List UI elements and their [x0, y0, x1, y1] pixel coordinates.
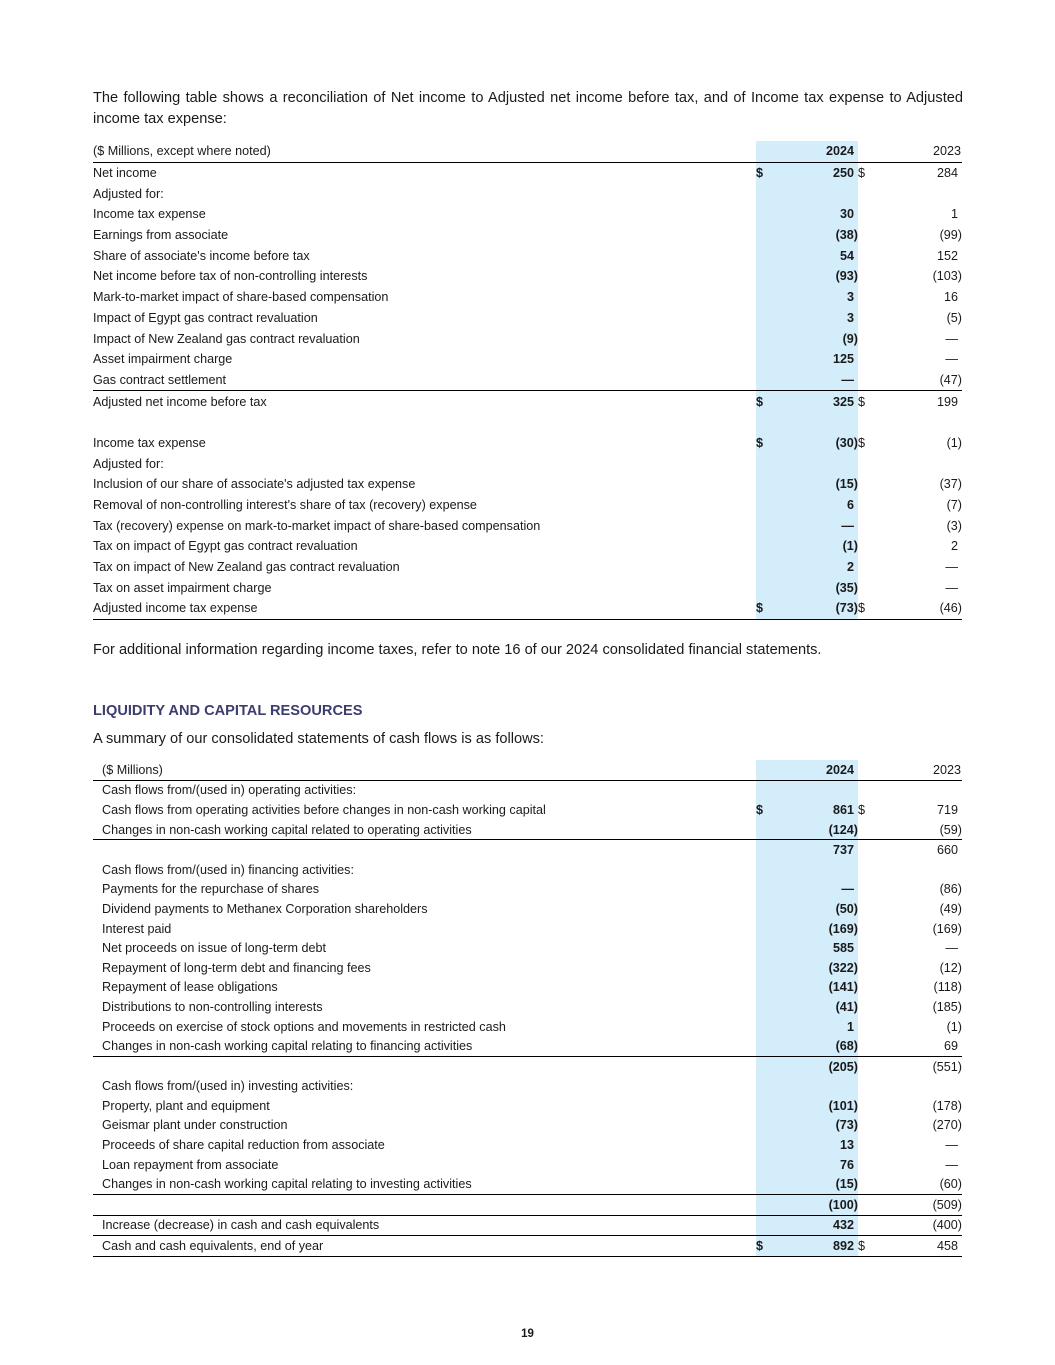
cell-value: —: [945, 580, 958, 595]
value-2024: [784, 577, 858, 598]
cell-value: (124): [828, 822, 858, 837]
cell-value: (3): [946, 518, 962, 533]
cell-value: 1: [950, 207, 958, 222]
currency-2023: $: [858, 394, 866, 409]
table-row: [93, 1135, 962, 1155]
cell-value: 3: [846, 290, 854, 305]
currency-2023: $: [858, 435, 866, 450]
cell-value: (103): [932, 269, 962, 284]
table-row: [93, 919, 962, 939]
row-label: Changes in non-cash working capital relating to financing activities: [93, 1036, 756, 1056]
row-label: Gas contract settlement: [93, 370, 756, 391]
value-2023: [886, 370, 962, 391]
row-label: Net income before tax of non-controlling interests: [93, 269, 368, 284]
row-label: Repayment of lease obligations: [102, 980, 278, 995]
table-row: [93, 1174, 962, 1194]
column-header-2024: 2024: [784, 760, 858, 780]
table-row: [93, 1096, 962, 1116]
table-row: [93, 997, 962, 1017]
cell-value: (1): [842, 539, 858, 554]
cell-value: (73): [835, 601, 858, 616]
cell-value: (30): [835, 435, 858, 450]
value-2023: [886, 820, 962, 840]
value-2024: [784, 919, 858, 939]
value-2023: [886, 1116, 962, 1136]
table-row: [93, 1036, 962, 1056]
cell-value: (1): [946, 1019, 962, 1034]
row-label: Repayment of long-term debt and financing fees: [102, 960, 371, 975]
cell-value: (5): [946, 310, 962, 325]
row-label: Distributions to non-controlling interests: [102, 999, 323, 1014]
row-label: Income tax expense: [93, 435, 206, 450]
currency-2023: $: [858, 1236, 886, 1257]
value-2024: [784, 245, 858, 266]
table-row: [93, 1215, 962, 1236]
row-label: Proceeds on exercise of stock options and movements in restricted cash: [102, 1019, 506, 1034]
value-2023: [886, 978, 962, 998]
row-label: Net proceeds on issue of long-term debt: [102, 941, 327, 956]
value-2023: [886, 515, 962, 536]
value-2023: [886, 349, 962, 370]
table-row: [93, 433, 962, 454]
row-label: Adjusted income tax expense: [93, 598, 756, 619]
intro-paragraph: The following table shows a reconciliation of Net income to Adjusted net income before tax, and of Income tax expense to Adjusted income tax expense:: [93, 90, 963, 127]
cell-value: 458: [936, 1239, 958, 1254]
row-label: Share of associate's income before tax: [93, 248, 310, 263]
table-row: [93, 495, 962, 516]
value-2024: [784, 820, 858, 840]
row-label: Changes in non-cash working capital relating to investing activities: [93, 1174, 756, 1194]
value-2024: [784, 880, 858, 900]
value-2023: [886, 598, 962, 619]
table-row: [93, 1077, 962, 1097]
cell-value: (9): [842, 331, 858, 346]
cell-value: 3: [846, 310, 854, 325]
cell-value: (68): [835, 1039, 858, 1054]
value-2023: [886, 474, 962, 495]
row-label: Adjusted for:: [93, 456, 164, 471]
value-2023: [886, 1036, 962, 1056]
value-2024: [784, 840, 858, 860]
table-row: [93, 780, 962, 800]
row-label: Cash flows from operating activities before changes in non-cash working capital: [102, 802, 546, 817]
currency-2023: $: [858, 598, 886, 619]
value-2024: [784, 1116, 858, 1136]
row-label: Cash flows from/(used in) operating activities:: [93, 780, 756, 800]
cell-value: (73): [835, 1118, 858, 1133]
table-row: [93, 349, 962, 370]
cell-value: (60): [939, 1177, 962, 1192]
row-label: Impact of New Zealand gas contract revaluation: [93, 331, 360, 346]
value-2023: [886, 225, 962, 246]
cell-value: (169): [932, 921, 962, 936]
cell-value: (205): [828, 1059, 858, 1074]
value-2023: [886, 1135, 962, 1155]
table-row: [93, 225, 962, 246]
page-number: 19: [521, 1328, 534, 1340]
cell-value: (35): [835, 580, 858, 595]
row-label: Asset impairment charge: [93, 352, 233, 367]
table-row: [93, 800, 962, 820]
cell-value: 6: [846, 498, 854, 513]
row-label: Changes in non-cash working capital related to operating activities: [93, 820, 756, 840]
cell-value: —: [945, 331, 958, 346]
value-2023: [886, 1096, 962, 1116]
row-label: Earnings from associate: [93, 228, 229, 243]
value-2024: [784, 349, 858, 370]
value-2024: [784, 997, 858, 1017]
table-row: [93, 204, 962, 225]
currency-2024: $: [756, 800, 784, 820]
cell-value: 325: [832, 394, 854, 409]
value-2023: [886, 162, 962, 183]
row-label: Net income: [93, 162, 756, 183]
value-2023: [886, 328, 962, 349]
cell-value: —: [841, 882, 854, 897]
value-2023: [886, 1056, 962, 1076]
row-label: Loan repayment from associate: [102, 1157, 279, 1172]
row-label: Geismar plant under construction: [102, 1118, 288, 1133]
cell-value: (509): [932, 1197, 962, 1212]
value-2023: [886, 880, 962, 900]
table-row: [93, 183, 962, 204]
value-2023: [886, 800, 962, 820]
cell-value: (169): [828, 921, 858, 936]
currency-2024: $: [756, 433, 784, 454]
value-2024: [784, 958, 858, 978]
value-2024: [784, 598, 858, 619]
value-2024: [784, 1174, 858, 1194]
table-row: [93, 1116, 962, 1136]
cell-value: (12): [939, 960, 962, 975]
value-2024: [784, 978, 858, 998]
table-row: [93, 820, 962, 840]
reconciliation-table: [93, 141, 962, 620]
value-2023: [886, 958, 962, 978]
cell-value: 892: [832, 1239, 854, 1254]
value-2024: [784, 391, 858, 412]
value-2024: [784, 328, 858, 349]
value-2023: [886, 899, 962, 919]
table-row: [93, 557, 962, 578]
cell-value: (322): [828, 960, 858, 975]
cell-value: 250: [832, 166, 854, 181]
table-row: [93, 1236, 962, 1257]
row-label: Inclusion of our share of associate's adjusted tax expense: [93, 477, 416, 492]
cell-value: 16: [943, 290, 958, 305]
cell-value: 737: [832, 843, 854, 858]
value-2024: [784, 1135, 858, 1155]
cell-value: 284: [936, 166, 958, 181]
table-row: [93, 577, 962, 598]
cell-value: 13: [839, 1138, 854, 1153]
cell-value: 660: [936, 843, 958, 858]
value-2024: [784, 938, 858, 958]
row-label: Adjusted for:: [93, 186, 164, 201]
cell-value: (41): [835, 999, 858, 1014]
currency-2024: $: [756, 598, 784, 619]
value-2024: [784, 287, 858, 308]
table-row: [93, 899, 962, 919]
table-row: [93, 938, 962, 958]
cell-value: 861: [832, 802, 854, 817]
column-header-2023: 2023: [886, 141, 962, 162]
table-row: [93, 598, 962, 619]
row-label: Interest paid: [102, 921, 172, 936]
currency-2024: $: [756, 1236, 784, 1257]
cell-value: —: [841, 372, 854, 387]
cell-value: (185): [932, 999, 962, 1014]
row-label: Payments for the repurchase of shares: [102, 882, 320, 897]
value-2024: [784, 1215, 858, 1236]
cell-value: (93): [835, 269, 858, 284]
value-2023: [886, 245, 962, 266]
column-header-label: ($ Millions): [93, 760, 756, 780]
table-row: [93, 536, 962, 557]
value-2024: [784, 225, 858, 246]
value-2023: [886, 1215, 962, 1236]
currency-2024: $: [756, 391, 784, 412]
table-row: [93, 266, 962, 287]
cell-value: 2: [950, 539, 958, 554]
cell-value: (400): [932, 1218, 962, 1233]
row-label: Tax on impact of Egypt gas contract revaluation: [93, 539, 358, 554]
cell-value: —: [945, 941, 958, 956]
value-2024: [784, 204, 858, 225]
row-label: Cash and cash equivalents, end of year: [93, 1236, 756, 1257]
table-row: [93, 1195, 962, 1216]
table-row: [93, 287, 962, 308]
table-row: [93, 245, 962, 266]
section-heading: LIQUIDITY AND CAPITAL RESOURCES: [93, 703, 363, 719]
cell-value: 54: [839, 248, 854, 263]
cell-value: —: [945, 1157, 958, 1172]
value-2023: [886, 997, 962, 1017]
value-2024: [784, 162, 858, 183]
table-row: [93, 840, 962, 860]
cell-value: 30: [839, 207, 854, 222]
value-2024: [784, 557, 858, 578]
value-2024: [784, 899, 858, 919]
value-2024: [784, 1036, 858, 1056]
table-header-row: [93, 760, 962, 780]
table-row: [93, 453, 962, 474]
value-2023: [886, 308, 962, 329]
value-2023: [886, 1236, 962, 1257]
cell-value: 585: [832, 941, 854, 956]
value-2024: [784, 1056, 858, 1076]
cell-value: (38): [835, 228, 858, 243]
value-2024: [784, 1195, 858, 1216]
value-2023: [886, 919, 962, 939]
cell-value: 432: [832, 1218, 854, 1233]
table-row: [93, 474, 962, 495]
table-row: [93, 162, 962, 183]
value-2023: [886, 433, 962, 454]
cell-value: (1): [946, 435, 962, 450]
value-2023: [886, 840, 962, 860]
cell-value: (100): [828, 1197, 858, 1212]
spacer-row: [93, 412, 962, 433]
table-row: [93, 1017, 962, 1037]
value-2023: [886, 1017, 962, 1037]
table-row: [93, 860, 962, 880]
cell-value: —: [945, 560, 958, 575]
value-2024: [784, 433, 858, 454]
table-row: [93, 370, 962, 391]
cell-value: (270): [932, 1118, 962, 1133]
currency-2024: $: [756, 162, 784, 183]
row-label: Income tax expense: [93, 207, 206, 222]
cell-value: (49): [939, 901, 962, 916]
value-2024: [784, 800, 858, 820]
cell-value: —: [945, 1138, 958, 1153]
cell-value: (141): [828, 980, 858, 995]
row-label: Proceeds of share capital reduction from associate: [102, 1138, 385, 1153]
table-row: [93, 978, 962, 998]
value-2023: [886, 287, 962, 308]
cell-value: —: [841, 518, 854, 533]
value-2024: [784, 370, 858, 391]
value-2023: [886, 495, 962, 516]
column-header-label: ($ Millions, except where noted): [93, 141, 756, 162]
value-2024: [784, 1017, 858, 1037]
currency-2023: $: [858, 162, 886, 183]
value-2024: [784, 266, 858, 287]
column-header-2024: 2024: [784, 141, 858, 162]
cell-value: (118): [933, 980, 962, 995]
cell-value: (46): [939, 601, 962, 616]
row-label: Impact of Egypt gas contract revaluation: [93, 310, 318, 325]
cell-value: (37): [939, 477, 962, 492]
value-2023: [886, 391, 962, 412]
cell-value: 719: [936, 802, 958, 817]
value-2024: [784, 515, 858, 536]
cell-value: (101): [828, 1098, 858, 1113]
cell-value: 1: [846, 1019, 854, 1034]
cell-value: (15): [835, 1177, 858, 1192]
value-2024: [784, 536, 858, 557]
cell-value: (7): [946, 498, 962, 513]
value-2023: [886, 938, 962, 958]
value-2024: [784, 308, 858, 329]
row-label: Mark-to-market impact of share-based compensation: [93, 290, 389, 305]
table-row: [93, 328, 962, 349]
row-label: Increase (decrease) in cash and cash equivalents: [93, 1215, 756, 1236]
value-2024: [784, 1096, 858, 1116]
cell-value: —: [945, 352, 958, 367]
table-row: [93, 308, 962, 329]
table-row: [93, 391, 962, 412]
cell-value: (178): [932, 1098, 962, 1113]
cell-value: 199: [936, 394, 958, 409]
table-row: [93, 515, 962, 536]
value-2024: [784, 1236, 858, 1257]
table-row: [93, 880, 962, 900]
row-label: Removal of non-controlling interest's share of tax (recovery) expense: [93, 498, 477, 513]
table-row: [93, 1056, 962, 1076]
cell-value: (59): [939, 822, 962, 837]
cell-value: (50): [835, 901, 858, 916]
value-2024: [784, 474, 858, 495]
currency-2023: $: [858, 802, 866, 817]
cell-value: (47): [939, 372, 962, 387]
row-label: Adjusted net income before tax: [93, 394, 267, 409]
row-label: Cash flows from/(used in) investing activities:: [102, 1079, 354, 1094]
cell-value: 152: [936, 248, 958, 263]
row-label: Cash flows from/(used in) financing activities:: [102, 862, 354, 877]
table-header-row: [93, 141, 962, 162]
section-intro: A summary of our consolidated statements of cash flows is as follows:: [93, 731, 544, 747]
cell-value: (551): [932, 1059, 962, 1074]
row-label: Tax on impact of New Zealand gas contract revaluation: [93, 560, 400, 575]
cell-value: (15): [835, 477, 858, 492]
column-header-2023: 2023: [886, 760, 962, 780]
table-row: [93, 1155, 962, 1175]
row-label: Tax (recovery) expense on mark-to-market impact of share-based compensation: [93, 518, 541, 533]
cell-value: 125: [832, 352, 854, 367]
cell-value: 76: [839, 1157, 854, 1172]
cash-flow-table: [93, 760, 962, 1257]
row-label: Tax on asset impairment charge: [93, 580, 272, 595]
value-2023: [886, 266, 962, 287]
value-2023: [886, 557, 962, 578]
value-2023: [886, 1174, 962, 1194]
value-2023: [886, 1195, 962, 1216]
value-2024: [784, 495, 858, 516]
value-2024: [784, 1155, 858, 1175]
value-2023: [886, 204, 962, 225]
cell-value: (99): [939, 228, 962, 243]
value-2023: [886, 577, 962, 598]
cell-value: 69: [943, 1039, 958, 1054]
table-row: [93, 958, 962, 978]
cell-value: (86): [939, 882, 962, 897]
cell-value: 2: [846, 560, 854, 575]
row-label: Dividend payments to Methanex Corporation shareholders: [102, 901, 428, 916]
value-2023: [886, 536, 962, 557]
income-tax-note: For additional information regarding income taxes, refer to note 16 of our 2024 consolidated financial statements.: [93, 642, 822, 658]
value-2023: [886, 1155, 962, 1175]
row-label: Property, plant and equipment: [102, 1098, 270, 1113]
